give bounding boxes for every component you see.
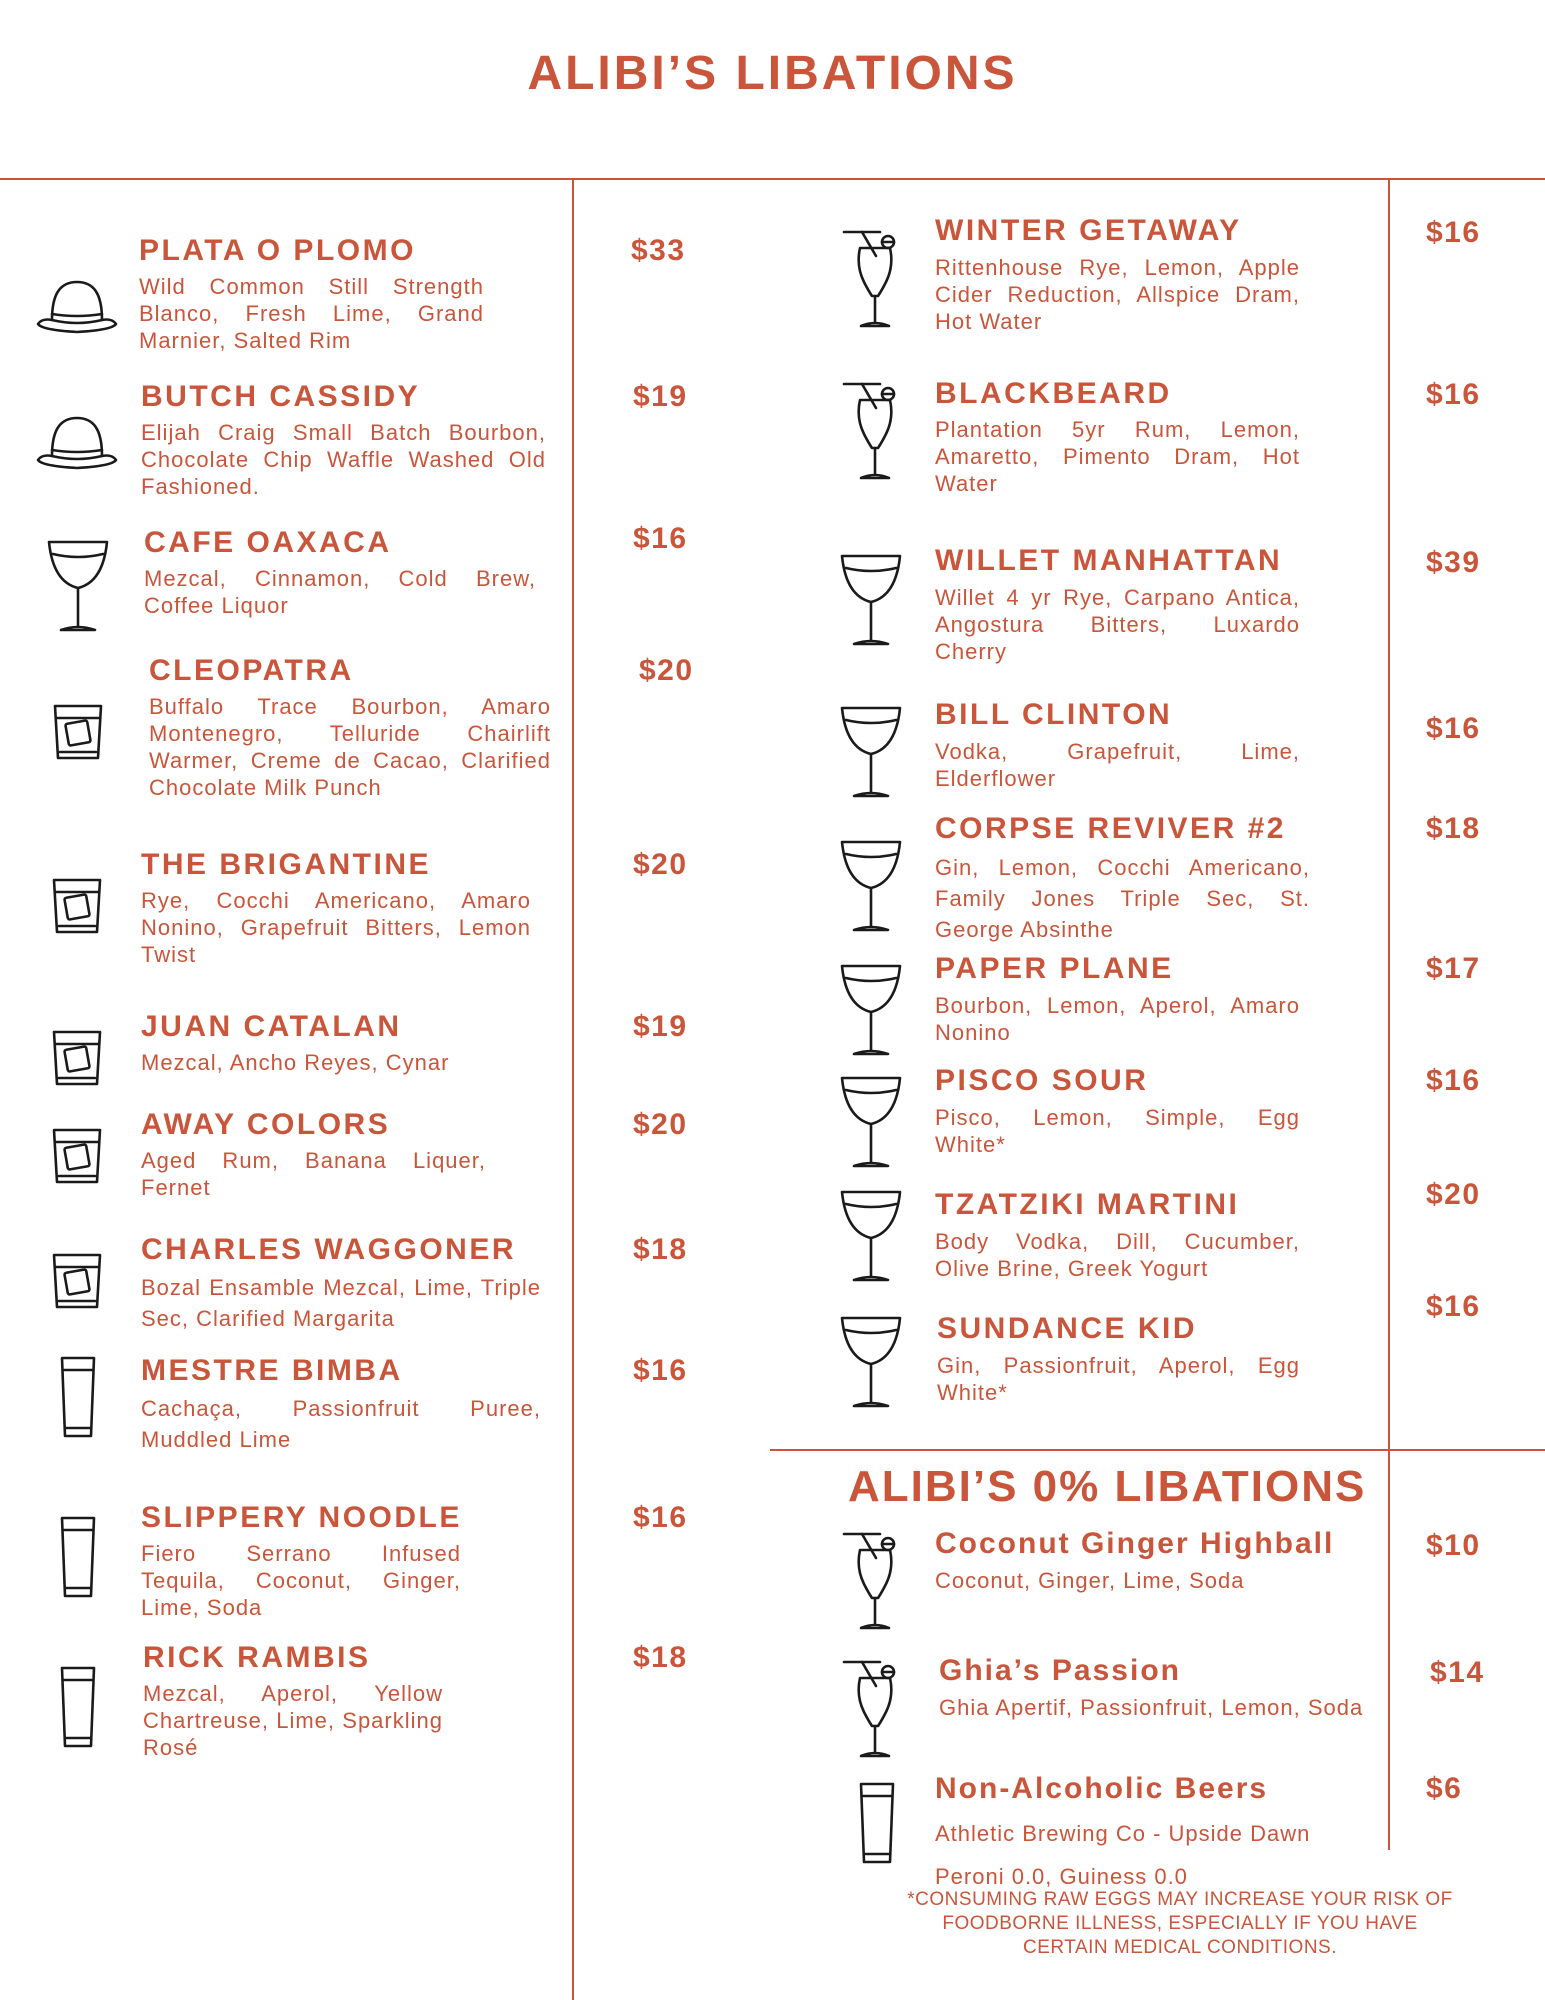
coupe-glass-icon xyxy=(826,954,916,1064)
coupe-glass-icon xyxy=(826,830,916,940)
item-description: Bozal Ensamble Mezcal, Lime, Triple Sec, Clarified Margarita xyxy=(141,1275,541,1331)
item-name: SUNDANCE KID xyxy=(937,1312,1198,1345)
item-description: Fiero Serrano Infused Tequila, Coconut, Ginger, Lime, Soda xyxy=(141,1541,461,1620)
item-description: Mezcal, Aperol, Yellow Chartreuse, Lime, Sparkling Rosé xyxy=(143,1681,443,1760)
item-price: $16 xyxy=(633,1501,688,1534)
item-name: PAPER PLANE xyxy=(935,952,1174,985)
rocks-glass-icon xyxy=(32,1225,122,1335)
item-description: Coconut, Ginger, Lime, Soda xyxy=(935,1568,1245,1593)
menu-title: ALIBI’S LIBATIONS xyxy=(527,47,1018,100)
item-name: MESTRE BIMBA xyxy=(141,1354,403,1387)
item-price: $14 xyxy=(1430,1656,1485,1689)
item-name: Coconut Ginger Highball xyxy=(935,1527,1335,1560)
item-name: WINTER GETAWAY xyxy=(935,214,1242,247)
item-price: $16 xyxy=(1426,378,1481,411)
item-description: Gin, Passionfruit, Aperol, Egg White* xyxy=(937,1353,1300,1405)
raw-egg-footnote: *CONSUMING RAW EGGS MAY INCREASE YOUR RISK OF FOODBORNE ILLNESS, ESPECIALLY IF YOU HAVE CERTAIN MEDICAL CONDITIONS. xyxy=(907,1889,1453,1958)
item-name: CHARLES WAGGONER xyxy=(141,1233,517,1266)
item-description: Plantation 5yr Rum, Lemon, Amaretto, Pimento Dram, Hot Water xyxy=(935,417,1300,496)
hurricane-glass-icon xyxy=(830,1528,920,1638)
item-price: $20 xyxy=(639,654,694,687)
rocks-glass-icon xyxy=(33,676,123,786)
item-name: Ghia’s Passion xyxy=(939,1654,1181,1687)
item-price: $6 xyxy=(1426,1772,1463,1805)
highball-glass-icon xyxy=(33,1650,123,1760)
item-name: SLIPPERY NOODLE xyxy=(141,1501,462,1534)
item-description: Rye, Cocchi Americano, Amaro Nonino, Grapefruit Bitters, Lemon Twist xyxy=(141,888,531,967)
coupe-glass-icon xyxy=(826,544,916,654)
item-description: Gin, Lemon, Cocchi Americano, Family Jones Triple Sec, St. George Absinthe xyxy=(935,855,1310,942)
item-price: $18 xyxy=(1426,812,1481,845)
bowler-hat-icon xyxy=(32,244,122,354)
hurricane-glass-icon xyxy=(830,1656,920,1766)
item-name: RICK RAMBIS xyxy=(143,1641,371,1674)
item-price: $33 xyxy=(631,234,686,267)
item-name: THE BRIGANTINE xyxy=(141,848,431,881)
bowler-hat-icon xyxy=(32,380,122,490)
column-divider xyxy=(572,180,574,2000)
price-column-divider xyxy=(1388,180,1390,1850)
highball-glass-icon xyxy=(832,1766,922,1876)
rocks-glass-icon xyxy=(32,1100,122,1210)
item-description: Wild Common Still Strength Blanco, Fresh Lime, Grand Marnier, Salted Rim xyxy=(139,274,484,353)
item-name: JUAN CATALAN xyxy=(141,1010,402,1043)
item-price: $16 xyxy=(1426,216,1481,249)
coupe-glass-icon xyxy=(826,1066,916,1176)
item-price: $16 xyxy=(633,522,688,555)
item-price: $16 xyxy=(1426,1290,1481,1323)
item-description: Vodka, Grapefruit, Lime, Elderflower xyxy=(935,739,1300,791)
hurricane-glass-icon xyxy=(830,226,920,336)
item-description: Pisco, Lemon, Simple, Egg White* xyxy=(935,1105,1300,1157)
item-price: $20 xyxy=(633,848,688,881)
rocks-glass-icon xyxy=(32,850,122,960)
item-price: $16 xyxy=(1426,712,1481,745)
item-description: Athletic Brewing Co - Upside Dawn Peroni 0.0, Guiness 0.0 xyxy=(935,1821,1311,1889)
item-price: $16 xyxy=(1426,1064,1481,1097)
item-name: PISCO SOUR xyxy=(935,1064,1149,1097)
header-divider xyxy=(0,178,1545,180)
item-price: $19 xyxy=(633,1010,688,1043)
item-description: Rittenhouse Rye, Lemon, Apple Cider Reduction, Allspice Dram, Hot Water xyxy=(935,255,1300,334)
rocks-glass-icon xyxy=(32,1002,122,1112)
item-description: Aged Rum, Banana Liquer, Fernet xyxy=(141,1148,486,1200)
item-name: BLACKBEARD xyxy=(935,377,1172,410)
item-name: PLATA O PLOMO xyxy=(139,234,416,267)
item-description: Elijah Craig Small Batch Bourbon, Chocolate Chip Waffle Washed Old Fashioned. xyxy=(141,420,546,499)
item-price: $20 xyxy=(633,1108,688,1141)
item-name: BILL CLINTON xyxy=(935,698,1173,731)
coupe-glass-icon xyxy=(33,530,123,640)
coupe-glass-icon xyxy=(826,696,916,806)
item-name: AWAY COLORS xyxy=(141,1108,391,1141)
item-description: Mezcal, Cinnamon, Cold Brew, Coffee Liquor xyxy=(144,566,536,618)
item-price: $39 xyxy=(1426,546,1481,579)
item-name: CLEOPATRA xyxy=(149,654,354,687)
highball-glass-icon xyxy=(33,1340,123,1450)
item-price: $19 xyxy=(633,380,688,413)
item-name: Non-Alcoholic Beers xyxy=(935,1772,1269,1805)
coupe-glass-icon xyxy=(826,1306,916,1416)
item-description: Body Vodka, Dill, Cucumber, Olive Brine, Greek Yogurt xyxy=(935,1229,1300,1281)
item-description: Ghia Apertif, Passionfruit, Lemon, Soda xyxy=(939,1695,1364,1720)
coupe-glass-icon xyxy=(826,1180,916,1290)
item-name: BUTCH CASSIDY xyxy=(141,380,421,413)
item-name: TZATZIKI MARTINI xyxy=(935,1188,1240,1221)
item-name: CORPSE REVIVER #2 xyxy=(935,812,1286,845)
item-price: $10 xyxy=(1426,1529,1481,1562)
item-name: WILLET MANHATTAN xyxy=(935,544,1283,577)
item-name: CAFE OAXACA xyxy=(144,526,392,559)
item-description: Mezcal, Ancho Reyes, Cynar xyxy=(141,1050,450,1075)
item-price: $18 xyxy=(633,1641,688,1674)
item-price: $18 xyxy=(633,1233,688,1266)
highball-glass-icon xyxy=(33,1500,123,1610)
item-description: Cachaça, Passionfruit Puree, Muddled Lime xyxy=(141,1396,541,1452)
item-description: Willet 4 yr Rye, Carpano Antica, Angostura Bitters, Luxardo Cherry xyxy=(935,585,1300,664)
section-title-non-alcoholic: ALIBI’S 0% LIBATIONS xyxy=(848,1462,1367,1511)
section-divider xyxy=(770,1449,1545,1451)
item-price: $17 xyxy=(1426,952,1481,985)
hurricane-glass-icon xyxy=(830,378,920,488)
item-description: Bourbon, Lemon, Aperol, Amaro Nonino xyxy=(935,993,1300,1045)
item-price: $16 xyxy=(633,1354,688,1387)
item-price: $20 xyxy=(1426,1178,1481,1211)
item-description: Buffalo Trace Bourbon, Amaro Montenegro, Telluride Chairlift Warmer, Creme de Cacao, Clarified Chocolate Milk Punch xyxy=(149,694,551,800)
